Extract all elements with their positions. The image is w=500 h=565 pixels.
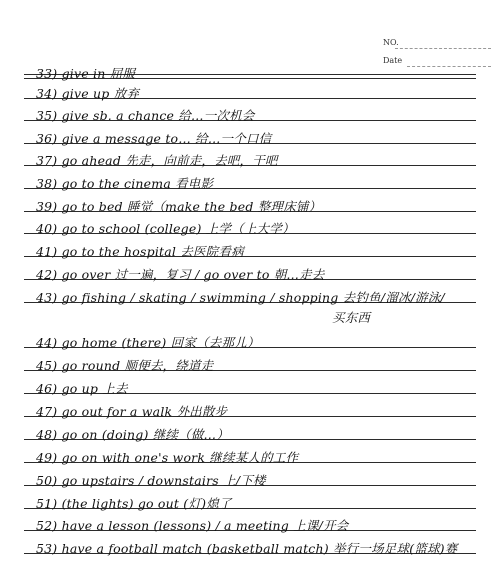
item-continuation: 买东西: [332, 310, 371, 325]
list-item: [36, 402, 227, 420]
date-label: Date: [383, 56, 403, 65]
item-number: 43): [36, 290, 62, 305]
item-text: give up 放弃: [61, 86, 140, 101]
item-text: go out for a walk 外出散步: [61, 404, 228, 419]
list-item: [36, 174, 213, 192]
item-text: give in 屈服: [61, 66, 136, 81]
item-text: go upstairs / downstairs 上/下楼: [61, 473, 266, 488]
list-item: [36, 219, 295, 237]
item-number: 34): [36, 86, 62, 101]
number-label: NO.: [383, 38, 399, 47]
item-text: (the lights) go out (灯)熄了: [61, 496, 232, 511]
item-number: 51): [36, 496, 62, 511]
item-text: go home (there) 回家（去那儿）: [61, 335, 260, 350]
item-text: go to the hospital 去医院看病: [61, 244, 244, 259]
item-text: give sb. a chance 给…一次机会: [61, 108, 255, 123]
item-text: go over 过一遍，复习 / go over to 朝…走去: [61, 267, 325, 282]
list-item: [36, 151, 278, 169]
list-item: [36, 379, 128, 397]
item-number: 44): [36, 335, 62, 350]
list-item: [36, 288, 445, 325]
list-item: [36, 129, 271, 147]
list-item: [36, 106, 255, 124]
item-number: 47): [36, 404, 62, 419]
item-number: 37): [36, 153, 62, 168]
item-text: go fishing / skating / swimming / shopping 去钓鱼/溜冰/游泳/: [61, 290, 445, 305]
item-text: go up 上去: [61, 381, 128, 396]
item-number: 48): [36, 427, 62, 442]
item-number: 52): [36, 518, 62, 533]
item-text: have a lesson (lessons) / a meeting 上课/开会: [61, 518, 349, 533]
item-number: 38): [36, 176, 62, 191]
list-item: [36, 84, 139, 102]
item-number: 39): [36, 199, 62, 214]
list-item: [36, 333, 260, 351]
list-item: [36, 471, 266, 489]
list-item: [36, 356, 213, 374]
item-text: go on with one's work 继续某人的工作: [61, 450, 299, 465]
item-number: 49): [36, 450, 62, 465]
list-item: [36, 494, 232, 512]
item-text: go to school (college) 上学（上大学）: [61, 221, 295, 236]
list-item: [36, 197, 321, 215]
list-item: [36, 425, 229, 443]
item-text: have a football match (basketball match) 举行一场足球(篮球)赛: [61, 541, 458, 556]
list-item: [36, 265, 325, 283]
item-number: 36): [36, 131, 62, 146]
item-text: go to the cinema 看电影: [61, 176, 214, 191]
item-text: go round 顺便去，绕道走: [61, 358, 214, 373]
item-number: 46): [36, 381, 62, 396]
list-item: [36, 539, 457, 557]
item-number: 40): [36, 221, 62, 236]
item-number: 41): [36, 244, 62, 259]
item-number: 35): [36, 108, 62, 123]
item-text: go ahead 先走，向前走，去吧，干吧: [61, 153, 278, 168]
item-number: 53): [36, 541, 62, 556]
item-number: 42): [36, 267, 62, 282]
item-text: give a message to… 给…一个口信: [61, 131, 272, 146]
item-text: go to bed 睡觉（make the bed 整理床铺）: [61, 199, 322, 214]
item-number: 45): [36, 358, 62, 373]
item-number: 50): [36, 473, 62, 488]
list-item: [36, 64, 135, 82]
list-item: [36, 448, 298, 466]
list-item: [36, 516, 348, 534]
item-number: 33): [36, 66, 62, 81]
item-text: go on (doing) 继续（做…）: [61, 427, 229, 442]
list-item: [36, 242, 244, 260]
